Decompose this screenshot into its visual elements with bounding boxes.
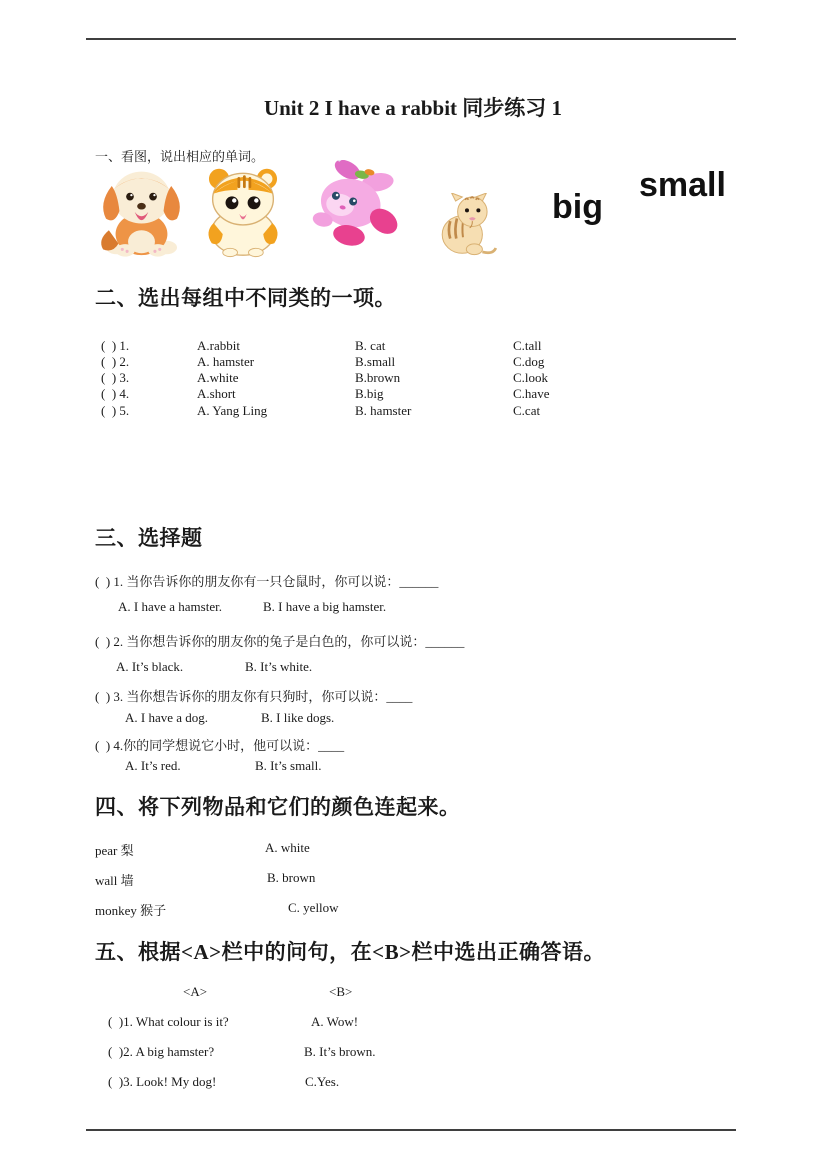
question-left: ( )3. Look! My dog! (108, 1074, 217, 1089)
choice-c: C.have (513, 386, 550, 401)
choice-a: A. hamster (197, 354, 255, 369)
choice-c: C.look (513, 370, 549, 385)
choice-b: B. cat (355, 338, 386, 353)
match-item-left: monkey 猴子 (95, 903, 167, 918)
page-title: Unit 2 I have a rabbit 同步练习 1 (263, 96, 563, 120)
item-number: ( ) 4. (101, 386, 130, 401)
section3-heading: 三、选择题 (95, 526, 203, 550)
rabbit-image (300, 160, 410, 254)
answer-right: A. Wow! (311, 1014, 359, 1029)
rabbit-illustration (300, 160, 410, 254)
option-b: B. I have a big hamster. (263, 599, 387, 614)
section1-heading: 一、看图，说出相应的单词。 (95, 149, 265, 164)
section4-heading: 四、将下列物品和它们的颜色连起来。 (95, 795, 461, 819)
option-b: B. It’s small. (255, 758, 322, 773)
choice-b: B. hamster (355, 403, 412, 418)
match-item-left: wall 墙 (95, 873, 134, 888)
choice-a: A.rabbit (197, 338, 240, 353)
choice-c: C.dog (513, 354, 545, 369)
choice-c: C.cat (513, 403, 541, 418)
answer-right: C.Yes. (305, 1074, 340, 1089)
cat-image (433, 193, 505, 260)
hamster-illustration (193, 166, 293, 258)
question-left: ( )1. What colour is it? (108, 1014, 229, 1029)
option-a: A. It’s black. (116, 659, 184, 674)
choice-b: B.big (355, 386, 384, 401)
section2-heading: 二、选出每组中不同类的一项。 (95, 286, 396, 310)
item-number: ( ) 3. (101, 370, 130, 385)
item-number: ( ) 2. (101, 354, 130, 369)
item-number: ( ) 1. (101, 338, 130, 353)
dog-image (93, 163, 190, 259)
word-small: small (639, 166, 726, 204)
option-a: A. I have a dog. (125, 710, 209, 725)
cat-illustration (433, 193, 505, 260)
match-item-right: C. yellow (288, 900, 339, 915)
match-item-right: B. brown (267, 870, 316, 885)
word-big: big (552, 188, 603, 226)
option-b: B. I like dogs. (261, 710, 335, 725)
choice-c: C.tall (513, 338, 542, 353)
footer-rule (86, 1129, 736, 1131)
match-item-right: A. white (265, 840, 310, 855)
question-line: ( ) 3. 当你想告诉你的朋友你有只狗时，你可以说：____ (95, 689, 413, 704)
choice-a: A.white (197, 370, 239, 385)
answer-right: B. It’s brown. (304, 1044, 376, 1059)
column-header-b: <B> (329, 984, 353, 999)
choice-a: A. Yang Ling (197, 403, 268, 418)
choice-a: A.short (197, 386, 236, 401)
section5-heading: 五、根据<A>栏中的问句，在<B>栏中选出正确答语。 (95, 940, 606, 964)
option-b: B. It’s white. (245, 659, 313, 674)
option-a: A. It’s red. (125, 758, 181, 773)
question-line: ( ) 2. 当你想告诉你的朋友你的兔子是白色的，你可以说：______ (95, 634, 465, 649)
question-line: ( ) 1. 当你告诉你的朋友你有一只仓鼠时，你可以说：______ (95, 574, 439, 589)
item-number: ( ) 5. (101, 403, 130, 418)
match-item-left: pear 梨 (95, 843, 134, 858)
question-line: ( ) 4.你的同学想说它小时，他可以说：____ (95, 738, 345, 753)
choice-b: B.brown (355, 370, 401, 385)
option-a: A. I have a hamster. (118, 599, 222, 614)
choice-b: B.small (355, 354, 396, 369)
hamster-image (193, 166, 293, 258)
dog-illustration (93, 163, 190, 259)
question-left: ( )2. A big hamster? (108, 1044, 215, 1059)
column-header-a: <A> (183, 984, 208, 999)
header-rule (86, 38, 736, 40)
